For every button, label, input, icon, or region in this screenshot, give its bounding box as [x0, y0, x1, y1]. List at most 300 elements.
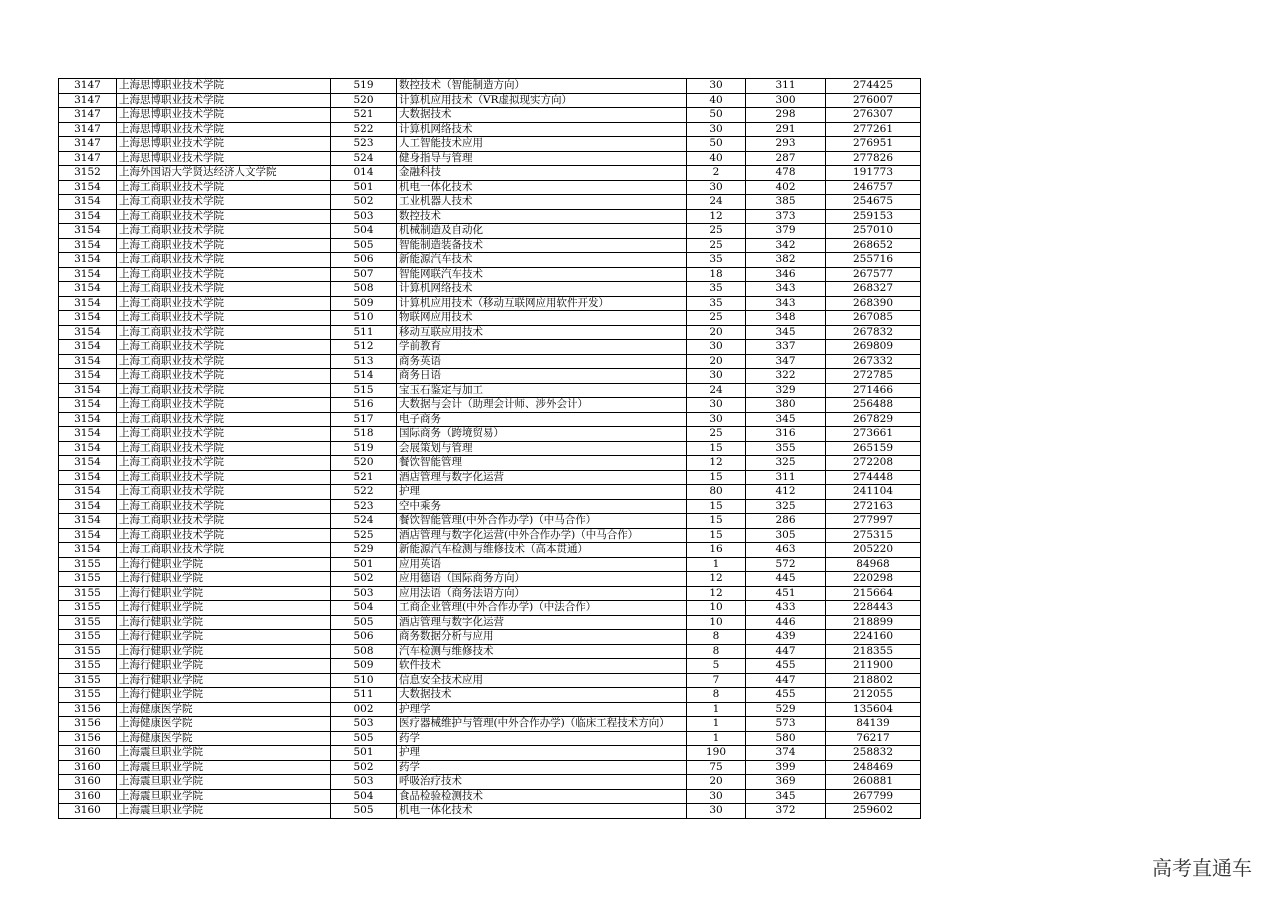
- min-score-cell: 380: [746, 398, 826, 413]
- school-name-cell: 上海思博职业技术学院: [117, 79, 331, 94]
- min-score-cell: 322: [746, 369, 826, 384]
- school-name-cell: 上海工商职业技术学院: [117, 325, 331, 340]
- major-name-cell: 应用德语（国际商务方向）: [397, 572, 687, 587]
- school-name-cell: 上海工商职业技术学院: [117, 267, 331, 282]
- plan-count-cell: 30: [687, 804, 746, 819]
- rank-cell: 268327: [826, 282, 921, 297]
- major-code-cell: 520: [331, 93, 397, 108]
- major-code-cell: 525: [331, 528, 397, 543]
- major-name-cell: 智能制造装备技术: [397, 238, 687, 253]
- school-code-cell: 3154: [59, 528, 117, 543]
- school-code-cell: 3160: [59, 760, 117, 775]
- school-code-cell: 3147: [59, 151, 117, 166]
- school-code-cell: 3156: [59, 731, 117, 746]
- plan-count-cell: 30: [687, 789, 746, 804]
- min-score-cell: 372: [746, 804, 826, 819]
- major-name-cell: 大数据与会计（助理会计师、涉外会计）: [397, 398, 687, 413]
- rank-cell: 257010: [826, 224, 921, 239]
- school-code-cell: 3156: [59, 702, 117, 717]
- plan-count-cell: 10: [687, 601, 746, 616]
- plan-count-cell: 15: [687, 528, 746, 543]
- min-score-cell: 345: [746, 789, 826, 804]
- min-score-cell: 379: [746, 224, 826, 239]
- rank-cell: 272208: [826, 456, 921, 471]
- major-code-cell: 510: [331, 311, 397, 326]
- school-name-cell: 上海行健职业学院: [117, 630, 331, 645]
- plan-count-cell: 30: [687, 180, 746, 195]
- min-score-cell: 402: [746, 180, 826, 195]
- major-code-cell: 505: [331, 804, 397, 819]
- table-row: [59, 369, 921, 384]
- school-name-cell: 上海工商职业技术学院: [117, 514, 331, 529]
- major-code-cell: 501: [331, 746, 397, 761]
- school-name-cell: 上海行健职业学院: [117, 659, 331, 674]
- school-code-cell: 3154: [59, 470, 117, 485]
- school-code-cell: 3154: [59, 499, 117, 514]
- major-name-cell: 数控技术: [397, 209, 687, 224]
- major-code-cell: 503: [331, 209, 397, 224]
- rank-cell: 272163: [826, 499, 921, 514]
- school-code-cell: 3154: [59, 325, 117, 340]
- major-code-cell: 505: [331, 238, 397, 253]
- rank-cell: 218802: [826, 673, 921, 688]
- school-code-cell: 3155: [59, 688, 117, 703]
- school-name-cell: 上海工商职业技术学院: [117, 224, 331, 239]
- plan-count-cell: 1: [687, 717, 746, 732]
- school-name-cell: 上海工商职业技术学院: [117, 441, 331, 456]
- min-score-cell: 345: [746, 412, 826, 427]
- major-name-cell: 机电一体化技术: [397, 804, 687, 819]
- school-name-cell: 上海思博职业技术学院: [117, 122, 331, 137]
- school-name-cell: 上海震旦职业学院: [117, 746, 331, 761]
- school-name-cell: 上海健康医学院: [117, 717, 331, 732]
- major-code-cell: 506: [331, 253, 397, 268]
- school-name-cell: 上海工商职业技术学院: [117, 485, 331, 500]
- rank-cell: 84968: [826, 557, 921, 572]
- school-name-cell: 上海行健职业学院: [117, 615, 331, 630]
- school-name-cell: 上海工商职业技术学院: [117, 238, 331, 253]
- major-name-cell: 药学: [397, 731, 687, 746]
- major-code-cell: 502: [331, 760, 397, 775]
- table-row: [59, 296, 921, 311]
- major-code-cell: 519: [331, 79, 397, 94]
- school-name-cell: 上海工商职业技术学院: [117, 528, 331, 543]
- rank-cell: 267332: [826, 354, 921, 369]
- rank-cell: 215664: [826, 586, 921, 601]
- major-code-cell: 511: [331, 325, 397, 340]
- major-code-cell: 502: [331, 572, 397, 587]
- table-row: [59, 659, 921, 674]
- school-name-cell: 上海行健职业学院: [117, 673, 331, 688]
- rank-cell: 271466: [826, 383, 921, 398]
- table-row: [59, 543, 921, 558]
- table-row: [59, 688, 921, 703]
- plan-count-cell: 50: [687, 137, 746, 152]
- plan-count-cell: 30: [687, 79, 746, 94]
- table-row: [59, 601, 921, 616]
- school-name-cell: 上海工商职业技术学院: [117, 398, 331, 413]
- table-row: [59, 804, 921, 819]
- major-name-cell: 大数据技术: [397, 108, 687, 123]
- school-name-cell: 上海震旦职业学院: [117, 789, 331, 804]
- major-code-cell: 505: [331, 615, 397, 630]
- plan-count-cell: 50: [687, 108, 746, 123]
- school-code-cell: 3155: [59, 630, 117, 645]
- plan-count-cell: 30: [687, 412, 746, 427]
- major-name-cell: 商务日语: [397, 369, 687, 384]
- plan-count-cell: 1: [687, 702, 746, 717]
- plan-count-cell: 30: [687, 369, 746, 384]
- major-code-cell: 515: [331, 383, 397, 398]
- rank-cell: 205220: [826, 543, 921, 558]
- table-row: [59, 485, 921, 500]
- major-name-cell: 护理学: [397, 702, 687, 717]
- major-code-cell: 516: [331, 398, 397, 413]
- rank-cell: 267799: [826, 789, 921, 804]
- plan-count-cell: 10: [687, 615, 746, 630]
- school-code-cell: 3154: [59, 340, 117, 355]
- rank-cell: 274448: [826, 470, 921, 485]
- school-code-cell: 3154: [59, 441, 117, 456]
- school-code-cell: 3154: [59, 180, 117, 195]
- table-row: [59, 499, 921, 514]
- school-code-cell: 3155: [59, 557, 117, 572]
- school-name-cell: 上海工商职业技术学院: [117, 470, 331, 485]
- min-score-cell: 337: [746, 340, 826, 355]
- school-name-cell: 上海行健职业学院: [117, 586, 331, 601]
- school-code-cell: 3154: [59, 485, 117, 500]
- table-row: [59, 630, 921, 645]
- plan-count-cell: 12: [687, 209, 746, 224]
- school-code-cell: 3160: [59, 746, 117, 761]
- min-score-cell: 287: [746, 151, 826, 166]
- rank-cell: 255716: [826, 253, 921, 268]
- rank-cell: 248469: [826, 760, 921, 775]
- school-code-cell: 3147: [59, 122, 117, 137]
- table-row: [59, 79, 921, 94]
- school-name-cell: 上海工商职业技术学院: [117, 311, 331, 326]
- major-code-cell: 504: [331, 224, 397, 239]
- school-name-cell: 上海工商职业技术学院: [117, 456, 331, 471]
- table-row: [59, 673, 921, 688]
- school-code-cell: 3147: [59, 93, 117, 108]
- plan-count-cell: 15: [687, 499, 746, 514]
- school-code-cell: 3154: [59, 456, 117, 471]
- min-score-cell: 369: [746, 775, 826, 790]
- major-name-cell: 计算机应用技术（移动互联网应用软件开发）: [397, 296, 687, 311]
- major-name-cell: 餐饮智能管理(中外合作办学)（中马合作）: [397, 514, 687, 529]
- rank-cell: 267829: [826, 412, 921, 427]
- school-code-cell: 3155: [59, 673, 117, 688]
- rank-cell: 254675: [826, 195, 921, 210]
- min-score-cell: 573: [746, 717, 826, 732]
- table-row: [59, 644, 921, 659]
- school-name-cell: 上海行健职业学院: [117, 644, 331, 659]
- min-score-cell: 455: [746, 688, 826, 703]
- table-row: [59, 209, 921, 224]
- rank-cell: 276007: [826, 93, 921, 108]
- major-name-cell: 电子商务: [397, 412, 687, 427]
- plan-count-cell: 75: [687, 760, 746, 775]
- rank-cell: 265159: [826, 441, 921, 456]
- plan-count-cell: 15: [687, 514, 746, 529]
- major-code-cell: 519: [331, 441, 397, 456]
- major-code-cell: 524: [331, 151, 397, 166]
- major-code-cell: 508: [331, 644, 397, 659]
- major-code-cell: 503: [331, 586, 397, 601]
- min-score-cell: 343: [746, 282, 826, 297]
- major-name-cell: 空中乘务: [397, 499, 687, 514]
- min-score-cell: 355: [746, 441, 826, 456]
- school-code-cell: 3160: [59, 775, 117, 790]
- table-row: [59, 311, 921, 326]
- school-code-cell: 3155: [59, 644, 117, 659]
- table-row: [59, 93, 921, 108]
- rank-cell: 277997: [826, 514, 921, 529]
- table-row: [59, 180, 921, 195]
- rank-cell: 267832: [826, 325, 921, 340]
- rank-cell: 260881: [826, 775, 921, 790]
- major-code-cell: 509: [331, 659, 397, 674]
- plan-count-cell: 1: [687, 731, 746, 746]
- rank-cell: 268652: [826, 238, 921, 253]
- school-name-cell: 上海工商职业技术学院: [117, 369, 331, 384]
- school-code-cell: 3154: [59, 369, 117, 384]
- school-name-cell: 上海行健职业学院: [117, 557, 331, 572]
- school-code-cell: 3154: [59, 282, 117, 297]
- min-score-cell: 316: [746, 427, 826, 442]
- rank-cell: 276307: [826, 108, 921, 123]
- major-name-cell: 食品检验检测技术: [397, 789, 687, 804]
- major-code-cell: 503: [331, 717, 397, 732]
- plan-count-cell: 15: [687, 441, 746, 456]
- rank-cell: 218355: [826, 644, 921, 659]
- min-score-cell: 463: [746, 543, 826, 558]
- major-name-cell: 健身指导与管理: [397, 151, 687, 166]
- major-name-cell: 物联网应用技术: [397, 311, 687, 326]
- school-code-cell: 3154: [59, 398, 117, 413]
- major-code-cell: 521: [331, 470, 397, 485]
- major-name-cell: 应用英语: [397, 557, 687, 572]
- school-code-cell: 3155: [59, 586, 117, 601]
- major-name-cell: 会展策划与管理: [397, 441, 687, 456]
- table-row: [59, 746, 921, 761]
- major-name-cell: 人工智能技术应用: [397, 137, 687, 152]
- table-row: [59, 470, 921, 485]
- rank-cell: 224160: [826, 630, 921, 645]
- plan-count-cell: 35: [687, 296, 746, 311]
- plan-count-cell: 8: [687, 644, 746, 659]
- rank-cell: 269809: [826, 340, 921, 355]
- min-score-cell: 298: [746, 108, 826, 123]
- major-code-cell: 510: [331, 673, 397, 688]
- major-name-cell: 医疗器械维护与管理(中外合作办学)（临床工程技术方向）: [397, 717, 687, 732]
- school-name-cell: 上海思博职业技术学院: [117, 151, 331, 166]
- school-code-cell: 3154: [59, 383, 117, 398]
- table-row: [59, 702, 921, 717]
- table-row: [59, 775, 921, 790]
- rank-cell: 246757: [826, 180, 921, 195]
- major-name-cell: 学前教育: [397, 340, 687, 355]
- major-code-cell: 504: [331, 601, 397, 616]
- rank-cell: 220298: [826, 572, 921, 587]
- min-score-cell: 345: [746, 325, 826, 340]
- min-score-cell: 346: [746, 267, 826, 282]
- table-row: [59, 238, 921, 253]
- major-name-cell: 工业机器人技术: [397, 195, 687, 210]
- major-code-cell: 512: [331, 340, 397, 355]
- major-name-cell: 酒店管理与数字化运营: [397, 470, 687, 485]
- school-code-cell: 3154: [59, 296, 117, 311]
- table-row: [59, 282, 921, 297]
- plan-count-cell: 20: [687, 325, 746, 340]
- major-name-cell: 软件技术: [397, 659, 687, 674]
- major-name-cell: 计算机网络技术: [397, 122, 687, 137]
- min-score-cell: 412: [746, 485, 826, 500]
- table-row: [59, 731, 921, 746]
- school-code-cell: 3160: [59, 789, 117, 804]
- rank-cell: 277826: [826, 151, 921, 166]
- plan-count-cell: 20: [687, 354, 746, 369]
- rank-cell: 259153: [826, 209, 921, 224]
- min-score-cell: 300: [746, 93, 826, 108]
- school-name-cell: 上海健康医学院: [117, 702, 331, 717]
- rank-cell: 228443: [826, 601, 921, 616]
- major-code-cell: 523: [331, 137, 397, 152]
- table-row: [59, 224, 921, 239]
- rank-cell: 256488: [826, 398, 921, 413]
- school-name-cell: 上海震旦职业学院: [117, 804, 331, 819]
- major-code-cell: 501: [331, 557, 397, 572]
- major-name-cell: 信息安全技术应用: [397, 673, 687, 688]
- table-row: [59, 166, 921, 181]
- rank-cell: 76217: [826, 731, 921, 746]
- school-name-cell: 上海行健职业学院: [117, 572, 331, 587]
- major-code-cell: 503: [331, 775, 397, 790]
- major-name-cell: 移动互联应用技术: [397, 325, 687, 340]
- min-score-cell: 374: [746, 746, 826, 761]
- rank-cell: 84139: [826, 717, 921, 732]
- min-score-cell: 580: [746, 731, 826, 746]
- plan-count-cell: 15: [687, 470, 746, 485]
- school-name-cell: 上海工商职业技术学院: [117, 209, 331, 224]
- school-name-cell: 上海行健职业学院: [117, 601, 331, 616]
- major-code-cell: 522: [331, 122, 397, 137]
- table-row: [59, 340, 921, 355]
- rank-cell: 218899: [826, 615, 921, 630]
- plan-count-cell: 12: [687, 456, 746, 471]
- min-score-cell: 343: [746, 296, 826, 311]
- min-score-cell: 373: [746, 209, 826, 224]
- major-code-cell: 513: [331, 354, 397, 369]
- min-score-cell: 325: [746, 499, 826, 514]
- min-score-cell: 311: [746, 79, 826, 94]
- table-row: [59, 615, 921, 630]
- major-code-cell: 514: [331, 369, 397, 384]
- table-row: [59, 354, 921, 369]
- major-code-cell: 522: [331, 485, 397, 500]
- major-name-cell: 宝玉石鉴定与加工: [397, 383, 687, 398]
- major-name-cell: 酒店管理与数字化运营(中外合作办学)（中马合作）: [397, 528, 687, 543]
- school-name-cell: 上海工商职业技术学院: [117, 180, 331, 195]
- major-code-cell: 517: [331, 412, 397, 427]
- school-code-cell: 3154: [59, 543, 117, 558]
- school-name-cell: 上海外国语大学贤达经济人文学院: [117, 166, 331, 181]
- rank-cell: 212055: [826, 688, 921, 703]
- plan-count-cell: 30: [687, 340, 746, 355]
- school-name-cell: 上海工商职业技术学院: [117, 427, 331, 442]
- major-code-cell: 014: [331, 166, 397, 181]
- table-body: [59, 79, 921, 819]
- plan-count-cell: 1: [687, 557, 746, 572]
- major-code-cell: 507: [331, 267, 397, 282]
- table-row: [59, 398, 921, 413]
- plan-count-cell: 24: [687, 383, 746, 398]
- major-code-cell: 505: [331, 731, 397, 746]
- min-score-cell: 286: [746, 514, 826, 529]
- min-score-cell: 451: [746, 586, 826, 601]
- school-name-cell: 上海工商职业技术学院: [117, 253, 331, 268]
- min-score-cell: 478: [746, 166, 826, 181]
- min-score-cell: 447: [746, 673, 826, 688]
- major-code-cell: 509: [331, 296, 397, 311]
- plan-count-cell: 20: [687, 775, 746, 790]
- table-row: [59, 137, 921, 152]
- major-code-cell: 508: [331, 282, 397, 297]
- major-code-cell: 520: [331, 456, 397, 471]
- rank-cell: 259602: [826, 804, 921, 819]
- school-code-cell: 3154: [59, 427, 117, 442]
- plan-count-cell: 12: [687, 586, 746, 601]
- min-score-cell: 329: [746, 383, 826, 398]
- plan-count-cell: 40: [687, 93, 746, 108]
- major-name-cell: 汽车检测与维修技术: [397, 644, 687, 659]
- major-name-cell: 商务数据分析与应用: [397, 630, 687, 645]
- table-row: [59, 108, 921, 123]
- major-name-cell: 机电一体化技术: [397, 180, 687, 195]
- school-code-cell: 3152: [59, 166, 117, 181]
- table-row: [59, 586, 921, 601]
- min-score-cell: 382: [746, 253, 826, 268]
- min-score-cell: 447: [746, 644, 826, 659]
- major-code-cell: 529: [331, 543, 397, 558]
- school-code-cell: 3154: [59, 514, 117, 529]
- plan-count-cell: 25: [687, 238, 746, 253]
- min-score-cell: 433: [746, 601, 826, 616]
- min-score-cell: 572: [746, 557, 826, 572]
- major-code-cell: 518: [331, 427, 397, 442]
- rank-cell: 272785: [826, 369, 921, 384]
- major-name-cell: 数控技术（智能制造方向）: [397, 79, 687, 94]
- major-name-cell: 大数据技术: [397, 688, 687, 703]
- major-name-cell: 应用法语（商务法语方向）: [397, 586, 687, 601]
- major-name-cell: 智能网联汽车技术: [397, 267, 687, 282]
- plan-count-cell: 35: [687, 253, 746, 268]
- school-name-cell: 上海行健职业学院: [117, 688, 331, 703]
- plan-count-cell: 25: [687, 224, 746, 239]
- rank-cell: 276951: [826, 137, 921, 152]
- table-row: [59, 412, 921, 427]
- school-name-cell: 上海思博职业技术学院: [117, 108, 331, 123]
- plan-count-cell: 30: [687, 122, 746, 137]
- major-name-cell: 商务英语: [397, 354, 687, 369]
- major-name-cell: 呼吸治疗技术: [397, 775, 687, 790]
- plan-count-cell: 35: [687, 282, 746, 297]
- major-name-cell: 计算机网络技术: [397, 282, 687, 297]
- major-name-cell: 新能源汽车检测与维修技术（高本贯通）: [397, 543, 687, 558]
- major-code-cell: 524: [331, 514, 397, 529]
- table-row: [59, 514, 921, 529]
